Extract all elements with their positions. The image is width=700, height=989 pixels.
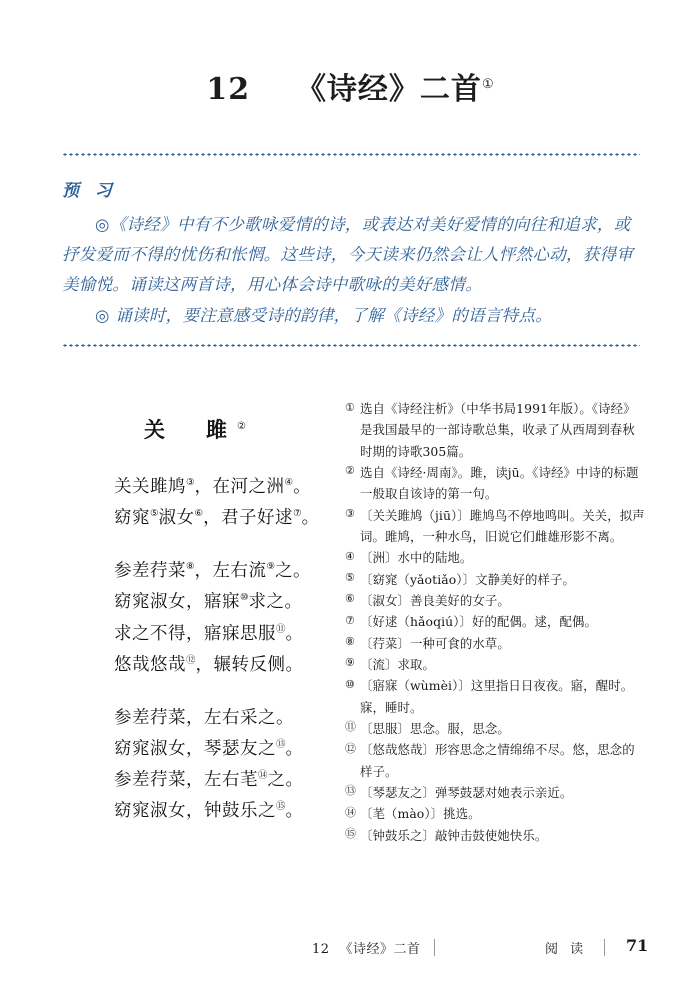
poem-line-text: 窈窕淑女，琴瑟友之 [114, 738, 276, 759]
divider-bottom-dotted [62, 344, 640, 347]
annotation-item [345, 547, 645, 568]
annotation-text: 〔好逑（hǎoqiú）〕好的配偶。逑，配偶。 [360, 614, 597, 630]
poem-line-text: 窈窕 [114, 508, 150, 529]
poem-column [62, 398, 334, 827]
poem-stanza [62, 556, 334, 681]
footer-chapter-number: 12 [312, 942, 330, 957]
page-number: 71 [626, 936, 649, 955]
annotation-text: 选自《诗经注析》（中华书局1991年版）。《诗经》是我国最早的一部诗歌总集，收录了从西周到春秋时期的诗歌305篇。 [360, 401, 636, 459]
poem-line-text: 关关雎鸠 [114, 477, 186, 497]
annotation-number: ③ [345, 507, 355, 521]
preview-section [62, 176, 642, 331]
poem-line-text: 之。 [275, 561, 312, 582]
annotation-item [345, 718, 645, 739]
annotation-item [345, 675, 645, 718]
annotation-item [345, 505, 645, 548]
poem-note-marker: ⑨ [266, 561, 276, 573]
annotation-text: 选自《诗经·周南》。雎，读jū。《诗经》中诗的标题一般取自该诗的第一句。 [360, 464, 639, 502]
poem-line-text: 悠哉悠哉 [114, 654, 186, 675]
poem-note-marker: ⑪ [276, 623, 286, 635]
annotation-number: ② [345, 464, 355, 478]
annotation-item [345, 633, 645, 654]
annotation-item [345, 590, 645, 611]
poem-note-marker: ⑦ [293, 508, 302, 520]
annotation-item [345, 398, 645, 462]
annotation-item [345, 611, 645, 632]
title-note-marker: ① [481, 77, 494, 92]
poem-line [114, 619, 334, 650]
poem-note-marker: ⑧ [186, 561, 195, 573]
annotation-number: ⑩ [345, 677, 355, 691]
poem-note-marker: ③ [186, 477, 195, 489]
poem-line-text: ，君子好逑 [203, 508, 294, 529]
annotation-number: ⑨ [345, 656, 355, 670]
footer-section-label: 阅 读 [545, 942, 588, 957]
poem-line [114, 556, 334, 587]
annotation-text: 〔淑女〕善良美好的女子。 [360, 592, 510, 608]
preview-heading: 预 习 [62, 181, 117, 201]
poem-title-note-marker: ② [237, 421, 246, 432]
poem-line-text: ，在河之洲 [194, 477, 285, 497]
poem-note-marker: ⑫ [186, 654, 196, 666]
annotation-text: 〔关关雎鸠（jiū）〕雎鸠鸟不停地鸣叫。关关，拟声词。雎鸠，一种水鸟，旧说它们雌雄形影不离。 [360, 507, 645, 544]
annotation-number: ⑮ [345, 827, 356, 841]
poem-line-text: ，左右流 [194, 561, 267, 582]
preview-paragraph: ◎ 诵读时，要注意感受诗的韵律，了解《诗经》的语言特点。 [95, 306, 553, 326]
poem-stanza [62, 472, 334, 534]
annotation-number: ⑫ [345, 741, 356, 755]
footer-divider [604, 939, 605, 956]
poem-line-text: 。 [301, 508, 320, 529]
annotation-text: 〔窈窕（yǎotiǎo）〕文静美好的样子。 [360, 571, 576, 587]
poem-line [114, 703, 334, 734]
poem-note-marker: ⑬ [276, 739, 286, 751]
poem-line-text: 参差荇菜，左右采之。 [114, 707, 294, 728]
poem-line-text: 淑女 [158, 508, 195, 529]
poem-note-marker: ⑥ [194, 508, 204, 520]
poem-note-marker: ⑭ [258, 770, 268, 782]
poem-line-text: 。 [285, 623, 304, 644]
annotation-text: 〔琴瑟友之〕弹琴鼓瑟对她表示亲近。 [360, 784, 573, 800]
annotation-text: 〔洲〕水中的陆地。 [360, 550, 473, 566]
annotation-number: ⑬ [345, 784, 356, 798]
annotation-text: 〔流〕求取。 [360, 656, 435, 672]
annotation-text: 〔思服〕思念。服，思念。 [360, 720, 510, 736]
body-columns [0, 398, 700, 878]
annotation-item [345, 654, 645, 675]
chapter-title-text: 《诗经》二首 [295, 72, 482, 107]
poem-line [114, 796, 334, 827]
footer-divider [434, 939, 435, 956]
annotation-text: 〔荇菜〕一种可食的水草。 [360, 635, 510, 651]
footer-chapter [312, 938, 421, 957]
poem-stanzas [62, 472, 334, 827]
poem-line [114, 503, 334, 534]
poem-line [114, 472, 334, 503]
poem-line [114, 650, 334, 681]
annotation-text: 〔钟鼓乐之〕敲钟击鼓使她快乐。 [360, 827, 548, 843]
poem-line-text: ，辗转反侧。 [195, 654, 304, 675]
poem-line-text: 求之。 [248, 592, 303, 613]
poem-line-text: 参差荇菜 [114, 561, 186, 582]
poem-line-text: 参差荇菜，左右芼 [114, 770, 258, 791]
annotation-item [345, 825, 645, 846]
poem-line-text: 窈窕淑女，寤寐 [114, 592, 240, 613]
poem-line [114, 587, 334, 618]
annotations-column [345, 398, 645, 846]
poem-stanza [62, 703, 334, 828]
divider-top-dotted [62, 153, 640, 156]
annotation-text: 〔芼（mào）〕挑选。 [360, 806, 481, 822]
poem-line-text: 。 [285, 738, 304, 759]
annotation-item [345, 803, 645, 824]
annotation-number: ⑭ [345, 805, 356, 819]
annotation-number: ⑥ [345, 592, 355, 606]
annotation-number: ① [345, 400, 355, 414]
poem-line-text: 窈窕淑女，钟鼓乐之 [114, 801, 276, 822]
poem-note-marker: ⑤ [150, 508, 159, 520]
annotation-number: ⑪ [345, 720, 356, 734]
poem-title [62, 414, 334, 444]
poem-line [114, 765, 334, 796]
preview-paragraph: ◎《诗经》中有不少歌咏爱情的诗，或表达对美好爱情的向往和追求，或抒发爱而不得的忧伤和怅惘。这些诗，今天读来仍然会让人怦然心动，获得审美愉悦。诵读这两首诗，用心体会诗中歌咏的美好感情。 [62, 215, 634, 295]
annotation-number: ⑦ [345, 613, 355, 627]
annotation-item [345, 782, 645, 803]
annotation-number: ⑧ [345, 635, 355, 649]
poem-note-marker: ⑩ [240, 592, 249, 604]
annotation-item [345, 739, 645, 782]
poem-note-marker: ⑮ [276, 801, 286, 813]
poem-note-marker: ④ [284, 477, 294, 489]
poem-line-text: 。 [285, 801, 304, 822]
poem-line-text: 求之不得，寤寐思服 [114, 623, 276, 644]
poem-line-text: 。 [293, 477, 312, 497]
footer-section [545, 938, 587, 957]
annotation-item [345, 462, 645, 505]
annotation-number: ⑤ [345, 571, 355, 585]
page-title [0, 64, 700, 108]
annotation-item [345, 569, 645, 590]
poem-title-text: 关 雎 [144, 417, 238, 442]
poem-line [114, 734, 334, 765]
page-footer [0, 938, 700, 962]
annotation-text: 〔寤寐（wùmèi）〕这里指日日夜夜。寤，醒时。寐，睡时。 [360, 678, 634, 715]
title-spacer [262, 72, 296, 107]
footer-chapter-title: 《诗经》二首 [339, 942, 421, 957]
poem-line-text: 之。 [267, 770, 304, 791]
annotation-number: ④ [345, 549, 355, 563]
annotation-text: 〔悠哉悠哉〕形容思念之情绵绵不尽。悠，思念的样子。 [360, 742, 635, 779]
chapter-number: 12 [206, 72, 251, 107]
